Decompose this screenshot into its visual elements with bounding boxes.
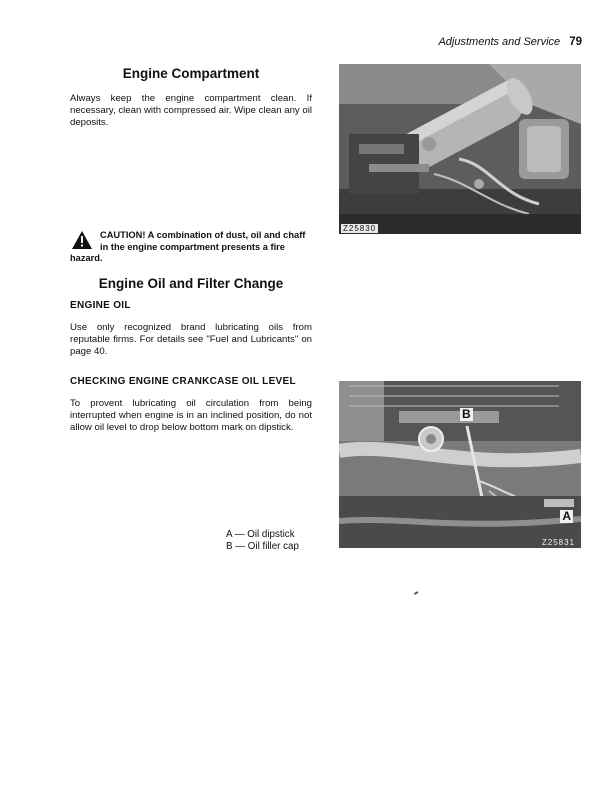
engine-compartment-heading: Engine Compartment [122, 66, 260, 81]
engine-oil-text-block [70, 322, 312, 358]
callout-a: A [562, 509, 571, 523]
legend-item-oil-dipstick: A — Oil dipstick [226, 529, 295, 540]
running-head [438, 36, 582, 48]
running-head-section: Adjustments and Service [438, 36, 561, 48]
callout-b: B [462, 407, 471, 421]
engine-oil-paragraph: Use only recognized brand lubricating oils from reputable firms. For details see "Fuel and Lubricants" on page 40. [70, 322, 312, 357]
engine-oil-subheading: ENGINE OIL [70, 300, 131, 311]
engine-compartment-photo [339, 64, 581, 234]
engine-compartment-text-block [70, 93, 312, 129]
photo-legend [226, 529, 299, 552]
oil-dipstick-image [339, 381, 581, 548]
caution-notice [70, 230, 312, 265]
legend-item-oil-filler-cap: B — Oil filler cap [226, 540, 299, 552]
oil-filter-change-heading: Engine Oil and Filter Change [98, 276, 284, 291]
checking-oil-level-subheading: CHECKING ENGINE CRANKCASE OIL LEVEL [70, 376, 296, 387]
checking-oil-level-text-block [70, 398, 312, 434]
oil-dipstick-photo [339, 381, 581, 548]
engine-compartment-paragraph: Always keep the engine compartment clean. If necessary, clean with compressed air. Wipe clean any oil deposits. [70, 93, 312, 128]
checking-oil-level-paragraph: To provent lubricating oil circulation from being interrupted when engine is in an inclined position, do not allow oil level to drop below bottom mark on dipstick. [70, 398, 312, 433]
photo-1-code: Z25830 [343, 224, 377, 233]
photo-2-code: Z25831 [541, 538, 575, 547]
caution-text: CAUTION! A combination of dust, oil and chaff in the engine compartment presents a fire hazard. [70, 230, 306, 263]
stray-mark [414, 591, 418, 594]
engine-compartment-image [339, 64, 581, 234]
warning-triangle-icon [72, 231, 96, 249]
page-number: 79 [569, 36, 582, 48]
